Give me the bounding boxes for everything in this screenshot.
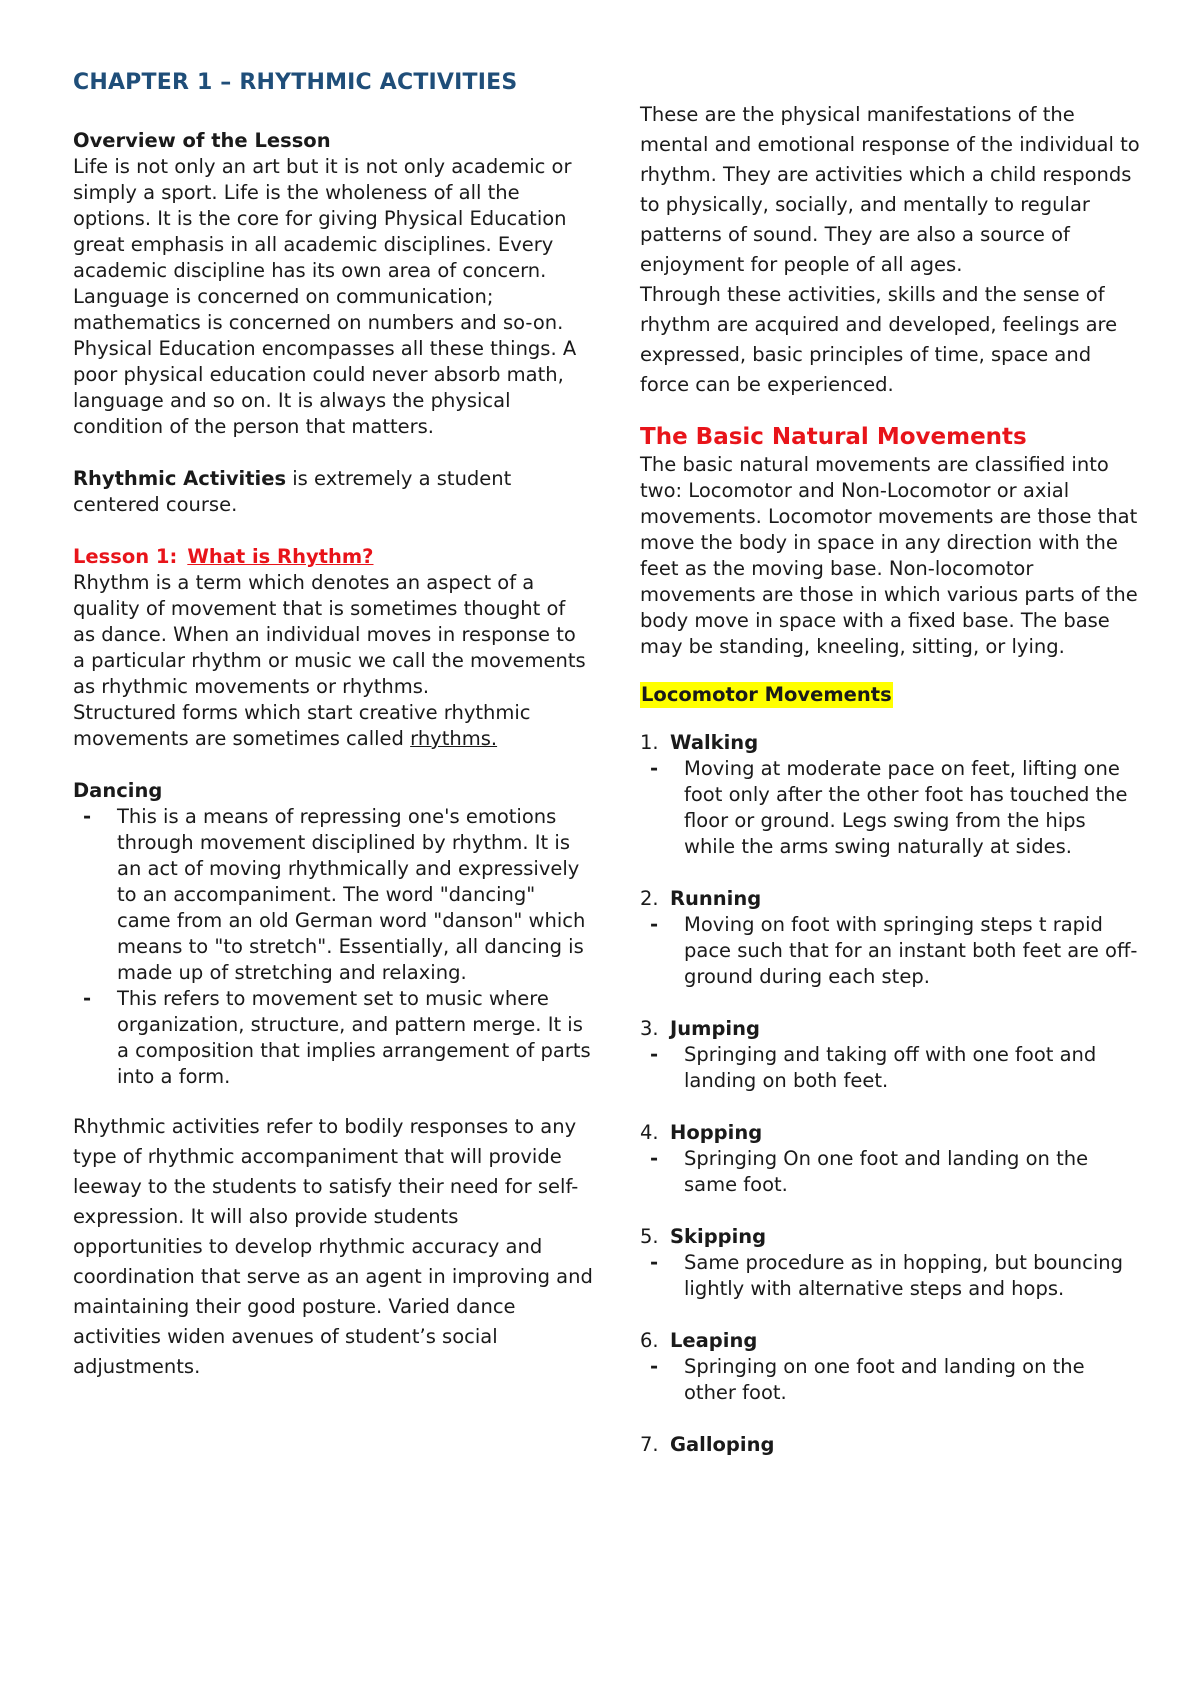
movement-name: Running xyxy=(670,887,762,910)
movement-title xyxy=(640,1224,1140,1250)
movement-name: Skipping xyxy=(670,1225,767,1248)
dash-bullet: - xyxy=(650,913,659,936)
movement-number: 6. xyxy=(640,1329,659,1352)
overview-heading: Overview of the Lesson xyxy=(73,129,331,152)
chapter-title: CHAPTER 1 – RHYTHMIC ACTIVITIES xyxy=(73,70,518,95)
movement-title xyxy=(640,1016,1140,1042)
locomotor-movement-list xyxy=(640,730,1140,1458)
movement-item xyxy=(640,1224,1140,1302)
overview-paragraph-1: Life is not only an art but it is not only academic or simply a sport. Life is the wholeness of all the options. It is the core for giving Physical Education great emphasis in all academic disciplines. Every academic discipline has its own area of concern. Language is concerned on communication; mathematics is concerned on numbers and so-on. xyxy=(73,155,572,334)
lesson-heading: Lesson 1: What is Rhythm? xyxy=(73,545,374,568)
movement-description: - Moving at moderate pace on feet, lifting one foot only after the other foot has touched the floor or ground. Legs swing from the hips while the arms swing naturally at sides. xyxy=(650,757,1128,858)
movement-item xyxy=(640,1328,1140,1406)
overview-paragraph-2: Physical Education encompasses all these things. A poor physical education could never absorb math, language and so on. It is always the physical condition of the person that matters. xyxy=(73,337,577,438)
movement-item xyxy=(640,886,1140,990)
dancing-heading: Dancing xyxy=(73,779,163,802)
movement-number: 3. xyxy=(640,1017,659,1040)
dash-bullet: - xyxy=(650,1043,659,1066)
locomotor-heading: Locomotor Movements xyxy=(641,683,892,706)
rhythmic-activities-bold: Rhythmic Activities xyxy=(73,467,287,490)
movement-description: - Moving on foot with springing steps t rapid pace such that for an instant both feet are off-ground during each step. xyxy=(650,913,1138,988)
dash-bullet: - xyxy=(650,1251,659,1274)
movement-description: - Springing on one foot and landing on the other foot. xyxy=(650,1355,1085,1404)
movement-number: 4. xyxy=(640,1121,659,1144)
movement-name: Hopping xyxy=(670,1121,763,1144)
movement-item xyxy=(640,730,1140,860)
movement-number: 7. xyxy=(640,1433,659,1456)
right-column xyxy=(640,100,1140,1458)
dash-bullet: - xyxy=(83,805,92,828)
movement-number: 1. xyxy=(640,731,659,754)
basic-movements-heading: The Basic Natural Movements xyxy=(640,424,1027,450)
movement-title xyxy=(640,1432,1140,1458)
movement-description: - Same procedure as in hopping, but bouncing lightly with alternative steps and hops. xyxy=(650,1251,1124,1300)
rhythm-paragraph-1: Rhythm is a term which denotes an aspect of a quality of movement that is sometimes thought of as dance. When an individual moves in response to a particular rhythm or music we call the movements as rhythmic movements or rhythms. xyxy=(73,571,586,698)
movement-description: - Springing On one foot and landing on the same foot. xyxy=(650,1147,1089,1196)
lesson-link[interactable]: What is Rhythm? xyxy=(187,545,374,568)
movement-title xyxy=(640,730,1140,756)
movement-title xyxy=(640,886,1140,912)
movement-item xyxy=(640,1432,1140,1458)
basic-movements-paragraph: The basic natural movements are classified into two: Locomotor and Non-Locomotor or axial movements. Locomotor movements are those that move the body in space in any direction with the feet as the moving base. Non-locomotor movements are those in which various parts of the body move in space with a fixed base. The base may be standing, kneeling, sitting, or lying. xyxy=(640,453,1138,658)
rhythmic-activities-statement: Rhythmic Activities is extremely a student centered course. xyxy=(73,467,512,516)
dash-bullet: - xyxy=(650,757,659,780)
left-column xyxy=(73,128,593,1382)
rhythm-paragraph-2: Structured forms which start creative rhythmic movements are sometimes called rhythms. xyxy=(73,701,531,750)
dash-bullet: - xyxy=(650,1355,659,1378)
movement-description: - Springing and taking off with one foot and landing on both feet. xyxy=(650,1043,1097,1092)
movement-name: Jumping xyxy=(670,1017,760,1040)
list-item: - This is a means of repressing one's emotions through movement disciplined by rhythm. It is an act of moving rhythmically and expressively to an accompaniment. The word "dancing" came from an old German word "danson" which means to "to stretch". Essentially, all dancing is made up of stretching and relaxing. xyxy=(83,805,586,984)
movement-number: 5. xyxy=(640,1225,659,1248)
movement-name: Galloping xyxy=(670,1433,775,1456)
dancing-list xyxy=(73,804,593,1090)
dash-bullet: - xyxy=(83,987,92,1010)
rhythms-underlined: rhythms. xyxy=(410,727,498,750)
movement-title xyxy=(640,1120,1140,1146)
movement-name: Leaping xyxy=(670,1329,758,1352)
dash-bullet: - xyxy=(650,1147,659,1170)
movement-item xyxy=(640,1120,1140,1198)
rhythmic-activities-paragraph: Rhythmic activities refer to bodily responses to any type of rhythmic accompaniment that will provide leeway to the students to satisfy their need for self-expression. It will also provide students opportunities to develop rhythmic accuracy and coordination that serve as an agent in improving and maintaining their good posture. Varied dance activities widen avenues of student’s social adjustments. xyxy=(73,1115,593,1378)
movement-title xyxy=(640,1328,1140,1354)
movement-name: Walking xyxy=(670,731,759,754)
movement-number: 2. xyxy=(640,887,659,910)
movement-item xyxy=(640,1016,1140,1094)
list-item: - This refers to movement set to music where organization, structure, and pattern merge. It is a composition that implies arrangement of parts into a form. xyxy=(83,987,591,1088)
intro-paragraph-1: These are the physical manifestations of the mental and emotional response of the individual to rhythm. They are activities which a child responds to physically, socially, and mentally to regular patterns of sound. They are also a source of enjoyment for people of all ages. xyxy=(640,103,1140,276)
intro-paragraph-2: Through these activities, skills and the sense of rhythm are acquired and developed, feelings are expressed, basic principles of time, space and force can be experienced. xyxy=(640,283,1118,396)
